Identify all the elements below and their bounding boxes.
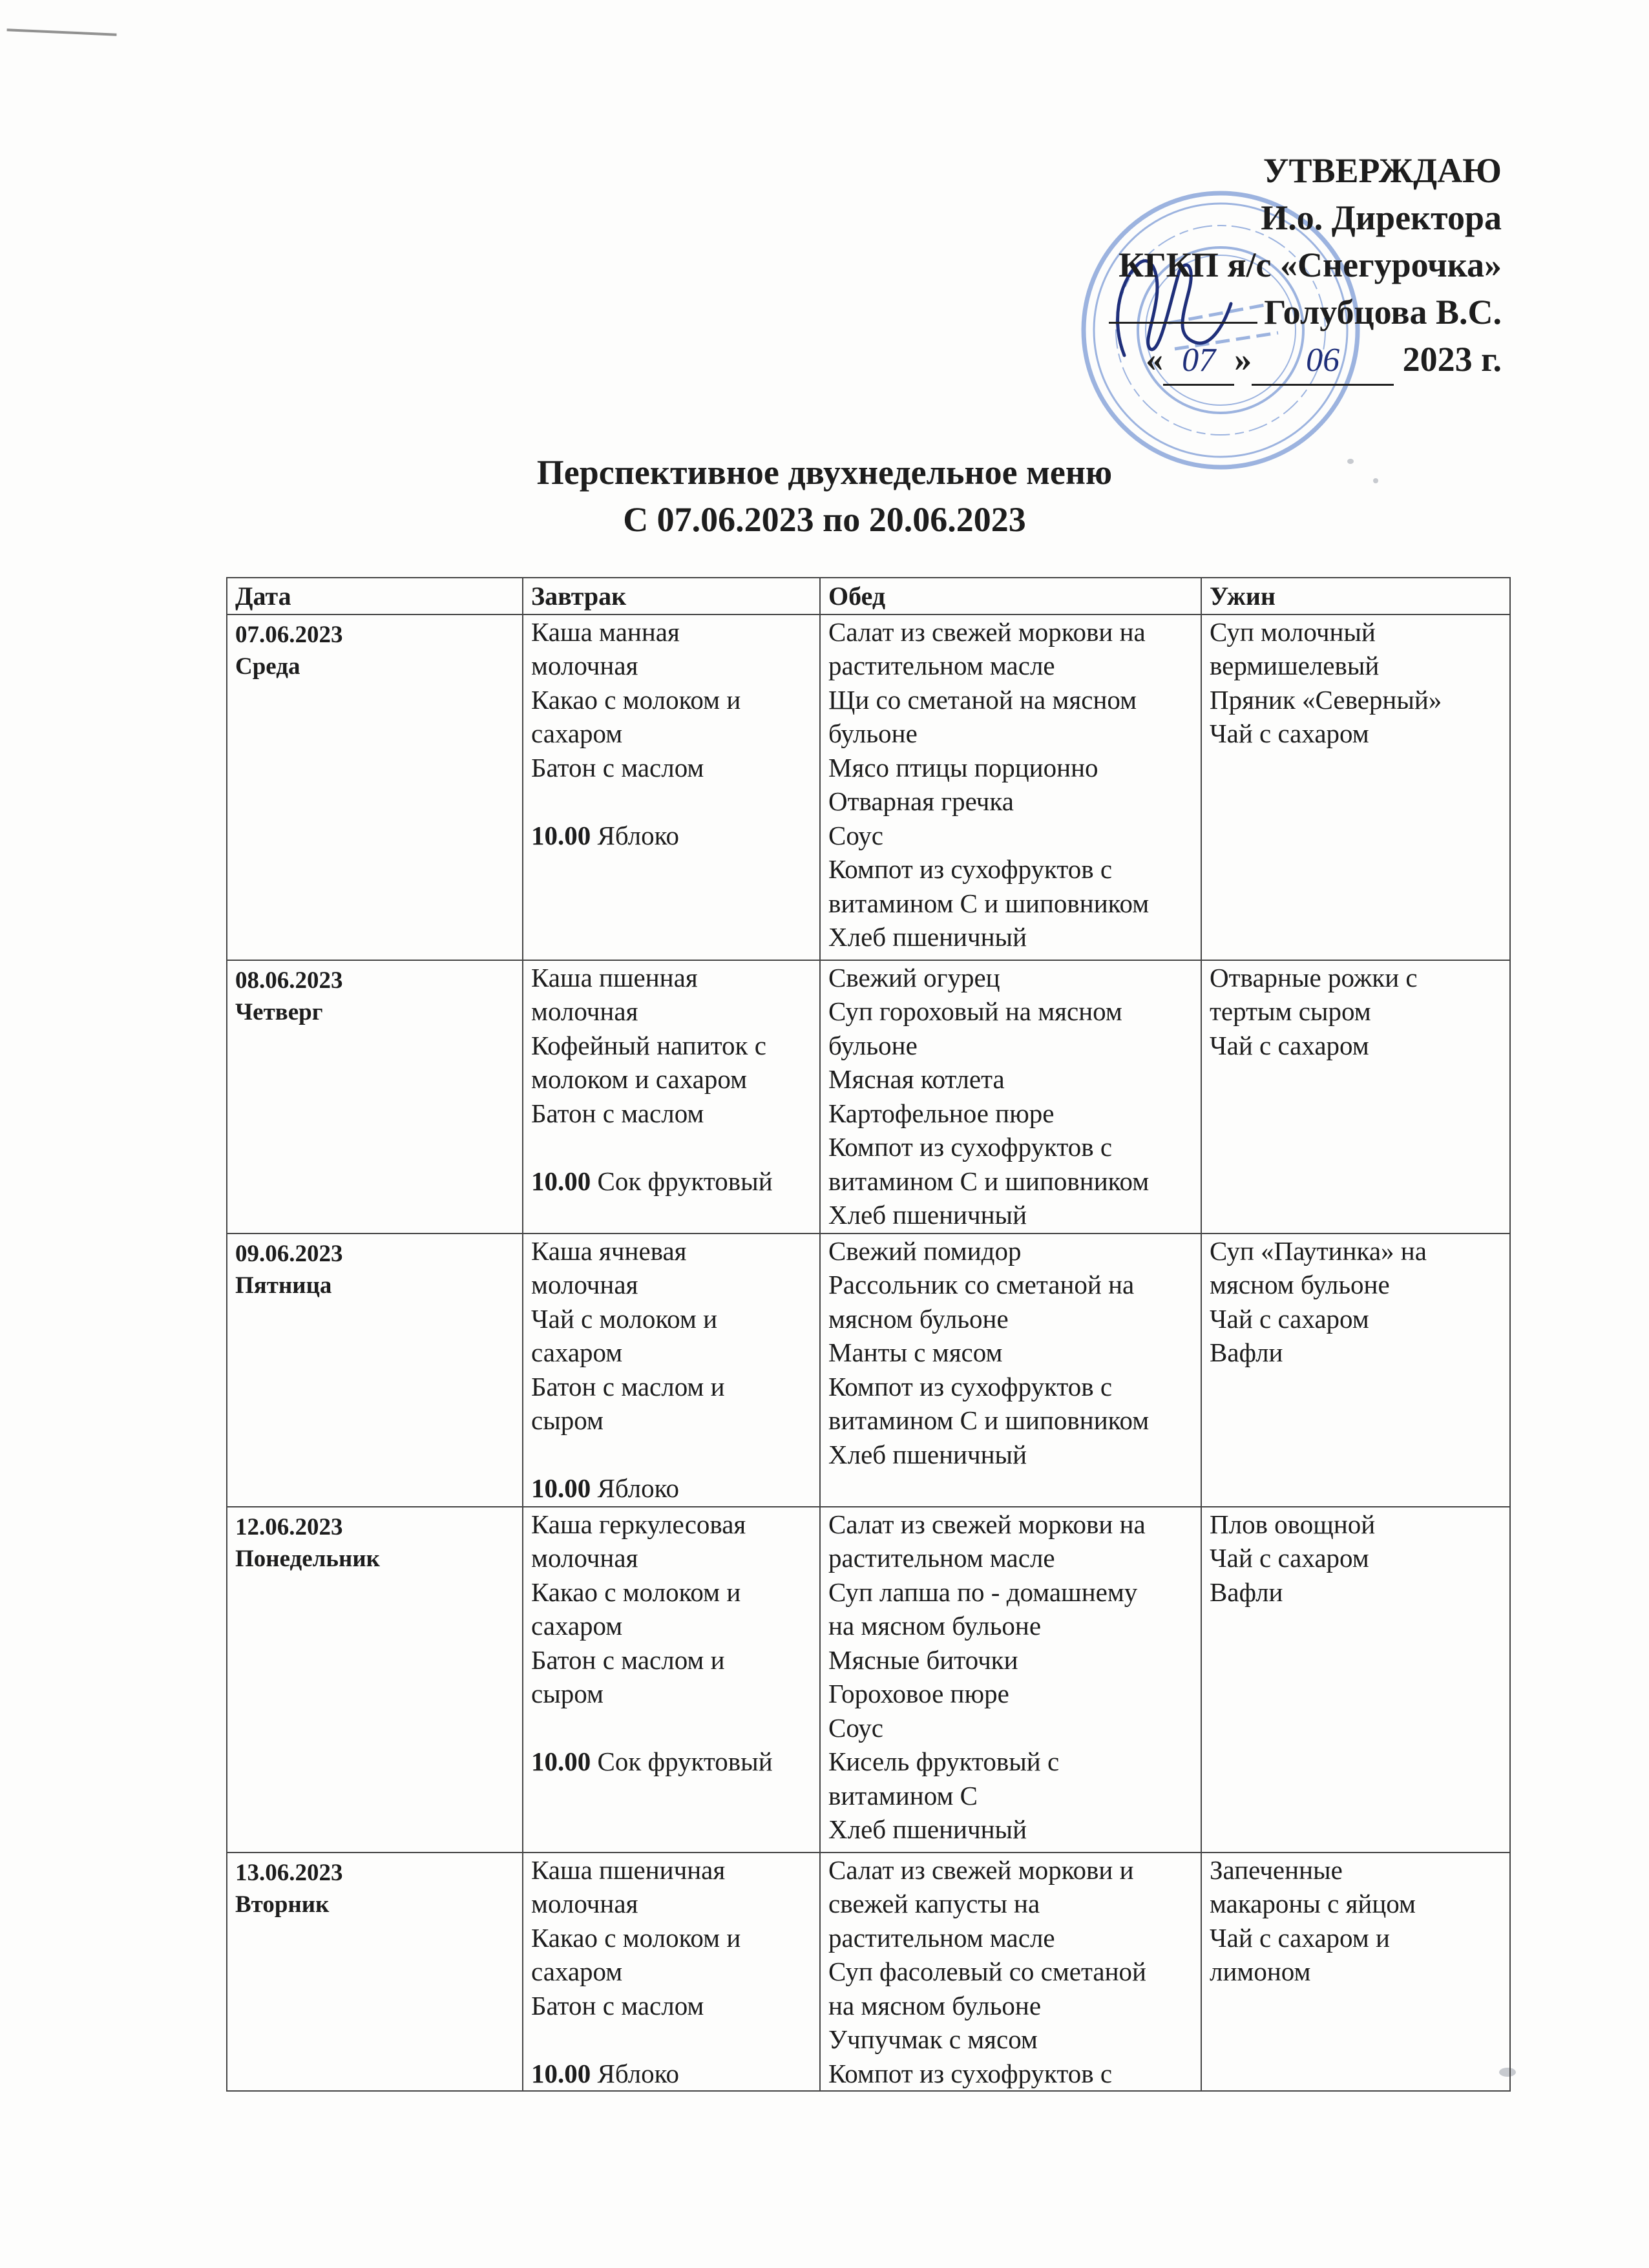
row-weekday: Понедельник [235, 1545, 380, 1572]
dinner-line: вермишелевый [1210, 651, 1380, 680]
dinner-line: Суп «Паутинка» на [1210, 1235, 1427, 1266]
lunch-line: Салат из свежей моркови на [828, 1509, 1146, 1539]
snack-item: Сок фруктовый [597, 1747, 773, 1776]
dinner-line: Чай с сахаром [1210, 1543, 1369, 1573]
dinner-line: Суп молочный [1210, 616, 1376, 647]
breakfast-line: Каша пшенная [531, 962, 698, 992]
dinner-line: Чай с сахаром и [1210, 1922, 1390, 1953]
cell-breakfast [523, 614, 820, 960]
lunch-line: растительном масле [828, 1922, 1055, 1953]
breakfast-line: молочная [531, 996, 638, 1026]
lunch-line: Хлеб пшеничный [828, 1439, 1027, 1469]
document-title [0, 449, 1649, 543]
snack-item: Яблоко [597, 2058, 679, 2088]
menu-table-body [227, 614, 1510, 2092]
breakfast-line: молочная [531, 1270, 638, 1299]
breakfast-line: Какао с молоком и [531, 1577, 741, 1607]
breakfast-line: сахаром [531, 719, 623, 748]
cell-lunch [820, 614, 1201, 960]
row-weekday: Вторник [235, 1891, 330, 1918]
lunch-line: Учпучмак с мясом [828, 2024, 1038, 2054]
signature-blank [1109, 322, 1257, 324]
row-date: 12.06.2023 [235, 1513, 343, 1540]
cell-date [227, 614, 523, 960]
dinner-line: Чай с сахаром [1210, 719, 1369, 748]
dinner-line: Чай с сахаром [1210, 1303, 1369, 1334]
cell-lunch [820, 1507, 1201, 1853]
spacer [531, 2022, 813, 2057]
lunch-line: Соус [828, 1712, 883, 1743]
header-date: Дата [227, 578, 523, 614]
date-open-quote: « [1146, 340, 1164, 379]
breakfast-line: сахаром [531, 1957, 623, 1986]
spacer [531, 784, 813, 819]
table-row [227, 1507, 1510, 1853]
lunch-line: Хлеб пшеничный [828, 922, 1027, 952]
lunch-line: Хлеб пшеничный [828, 1200, 1027, 1230]
breakfast-line: Батон с маслом [531, 1098, 704, 1128]
dinner-line: Вафли [1210, 1338, 1283, 1367]
date-close-quote: » [1234, 340, 1252, 379]
snack-time: 10.00 [531, 820, 591, 850]
cell-breakfast [523, 1234, 820, 1507]
breakfast-line: Каша геркулесовая [531, 1509, 746, 1539]
breakfast-line: Батон с маслом и [531, 1371, 725, 1402]
lunch-line: Компот из сухофруктов с [828, 2058, 1113, 2088]
lunch-line: Рассольник со сметаной на [828, 1270, 1135, 1299]
lunch-line: витамином С и шиповником [828, 1166, 1150, 1196]
breakfast-line: сахаром [531, 1338, 623, 1367]
lunch-line: Компот из сухофруктов с [828, 1371, 1113, 1402]
lunch-line: бульоне [828, 719, 918, 748]
breakfast-line: Батон с маслом [531, 752, 704, 782]
cell-breakfast [523, 960, 820, 1234]
breakfast-line: молочная [531, 651, 638, 680]
lunch-line: Кисель фруктовый с [828, 1747, 1060, 1776]
dinner-line: Плов овощной [1210, 1509, 1376, 1539]
dinner-line: макароны с яйцом [1210, 1889, 1416, 1918]
lunch-line: Мясо птицы порционно [828, 752, 1098, 782]
lunch-line: мясном бульоне [828, 1303, 1009, 1334]
breakfast-line: Каша манная [531, 616, 680, 647]
cell-date [227, 1507, 523, 1853]
lunch-line: витамином С и шиповником [828, 1405, 1150, 1435]
breakfast-line: Каша пшеничная [531, 1854, 726, 1885]
approval-signatory: Голубцова В.С. [1264, 293, 1502, 331]
row-weekday: Четверг [235, 998, 323, 1025]
approval-heading: УТВЕРЖДАЮ [1263, 151, 1502, 190]
breakfast-line: Каша ячневая [531, 1235, 687, 1266]
cell-lunch [820, 1853, 1201, 2092]
snack-time: 10.00 [531, 1747, 591, 1776]
title-line-2: С 07.06.2023 по 20.06.2023 [623, 500, 1026, 539]
snack-time: 10.00 [531, 1166, 591, 1196]
table-row [227, 1853, 1510, 2092]
lunch-line: витамином С [828, 1780, 978, 1811]
header-breakfast: Завтрак [523, 578, 820, 614]
breakfast-line: Батон с маслом [531, 1990, 704, 2021]
cell-dinner [1201, 1853, 1510, 2092]
row-date: 07.06.2023 [235, 621, 343, 648]
lunch-line: Свежий огурец [828, 962, 1000, 992]
breakfast-line: молоком и сахаром [531, 1064, 748, 1094]
lunch-line: Мясные биточки [828, 1644, 1018, 1675]
breakfast-line: Батон с маслом и [531, 1644, 725, 1675]
breakfast-line: Какао с молоком и [531, 1922, 741, 1953]
snack-time: 10.00 [531, 2058, 591, 2088]
date-year: 2023 г. [1402, 340, 1502, 379]
table-header-row [227, 578, 1510, 614]
lunch-line: Компот из сухофруктов с [828, 1132, 1113, 1162]
spacer [531, 1711, 813, 1745]
lunch-line: Хлеб пшеничный [828, 1814, 1027, 1844]
date-month: 06 [1252, 337, 1394, 386]
lunch-line: бульоне [828, 1030, 918, 1060]
breakfast-line: молочная [531, 1543, 638, 1573]
snack-item: Яблоко [597, 1473, 679, 1503]
date-day: 07 [1163, 337, 1234, 386]
scan-edge-mark [6, 28, 116, 51]
snack-line [531, 1745, 813, 1779]
header-lunch: Обед [820, 578, 1201, 614]
snack-time: 10.00 [531, 1473, 591, 1503]
lunch-line: Суп лапша по - домашнему [828, 1577, 1138, 1607]
dinner-line: мясном бульоне [1210, 1270, 1390, 1299]
lunch-line: Салат из свежей моркови и [828, 1854, 1134, 1885]
cell-date [227, 1853, 523, 2092]
breakfast-line: молочная [531, 1889, 638, 1918]
approval-block [985, 147, 1502, 386]
cell-date [227, 1234, 523, 1507]
approval-position: И.о. Директора [1261, 198, 1502, 237]
lunch-line: Суп фасолевый со сметаной [828, 1957, 1146, 1986]
cell-dinner [1201, 1234, 1510, 1507]
lunch-line: Манты с мясом [828, 1338, 1003, 1367]
snack-item: Яблоко [597, 820, 679, 850]
cell-dinner [1201, 614, 1510, 960]
breakfast-line: Чай с молоком и [531, 1303, 718, 1334]
lunch-line: Свежий помидор [828, 1235, 1022, 1266]
approval-signatory-line [985, 289, 1502, 336]
breakfast-line: Какао с молоком и [531, 684, 741, 715]
approval-date [985, 336, 1502, 386]
lunch-line: на мясном бульоне [828, 1611, 1042, 1641]
cell-dinner [1201, 1507, 1510, 1853]
table-row [227, 1234, 1510, 1507]
lunch-line: Компот из сухофруктов с [828, 854, 1113, 884]
lunch-line: Мясная котлета [828, 1064, 1005, 1094]
snack-line [531, 2057, 813, 2091]
breakfast-line: сыром [531, 1679, 604, 1708]
dinner-line: Пряник «Северный» [1210, 684, 1442, 715]
snack-line [531, 819, 813, 853]
row-date: 13.06.2023 [235, 1859, 343, 1886]
dinner-line: тертым сыром [1210, 996, 1371, 1026]
breakfast-line: Кофейный напиток с [531, 1030, 766, 1060]
spacer [531, 1130, 813, 1164]
breakfast-line: сахаром [531, 1611, 623, 1641]
dinner-line: Вафли [1210, 1577, 1283, 1607]
lunch-line: свежей капусты на [828, 1889, 1040, 1918]
lunch-line: Щи со сметаной на мясном [828, 684, 1137, 715]
cell-date [227, 960, 523, 1234]
snack-item: Сок фруктовый [597, 1166, 773, 1196]
approval-organization: КГКП я/с «Снегурочка» [1119, 246, 1502, 284]
lunch-line: Отварная гречка [828, 786, 1014, 816]
dinner-line: Чай с сахаром [1210, 1030, 1369, 1060]
lunch-line: растительном масле [828, 1543, 1055, 1573]
lunch-line: Гороховое пюре [828, 1679, 1009, 1708]
cell-breakfast [523, 1853, 820, 2092]
row-weekday: Среда [235, 653, 300, 680]
breakfast-line: сыром [531, 1405, 604, 1435]
cell-breakfast [523, 1507, 820, 1853]
dinner-line: Запеченные [1210, 1854, 1343, 1885]
cell-dinner [1201, 960, 1510, 1234]
lunch-line: растительном масле [828, 651, 1055, 680]
snack-line [531, 1164, 813, 1199]
dinner-line: лимоном [1210, 1957, 1311, 1986]
dinner-line: Отварные рожки с [1210, 962, 1418, 992]
snack-line [531, 1471, 813, 1506]
row-weekday: Пятница [235, 1272, 332, 1299]
lunch-line: витамином С и шиповником [828, 888, 1150, 918]
row-date: 08.06.2023 [235, 967, 343, 994]
cell-lunch [820, 1234, 1201, 1507]
table-row [227, 960, 1510, 1234]
lunch-line: Соус [828, 820, 883, 850]
row-date: 09.06.2023 [235, 1240, 343, 1267]
cell-lunch [820, 960, 1201, 1234]
spacer [531, 1438, 813, 1472]
menu-table [226, 577, 1511, 2092]
lunch-line: на мясном бульоне [828, 1990, 1042, 2021]
header-dinner: Ужин [1201, 578, 1510, 614]
lunch-line: Салат из свежей моркови на [828, 616, 1146, 647]
table-row [227, 614, 1510, 960]
title-line-1: Перспективное двухнедельное меню [536, 453, 1113, 492]
lunch-line: Суп гороховый на мясном [828, 996, 1122, 1026]
lunch-line: Картофельное пюре [828, 1098, 1055, 1128]
